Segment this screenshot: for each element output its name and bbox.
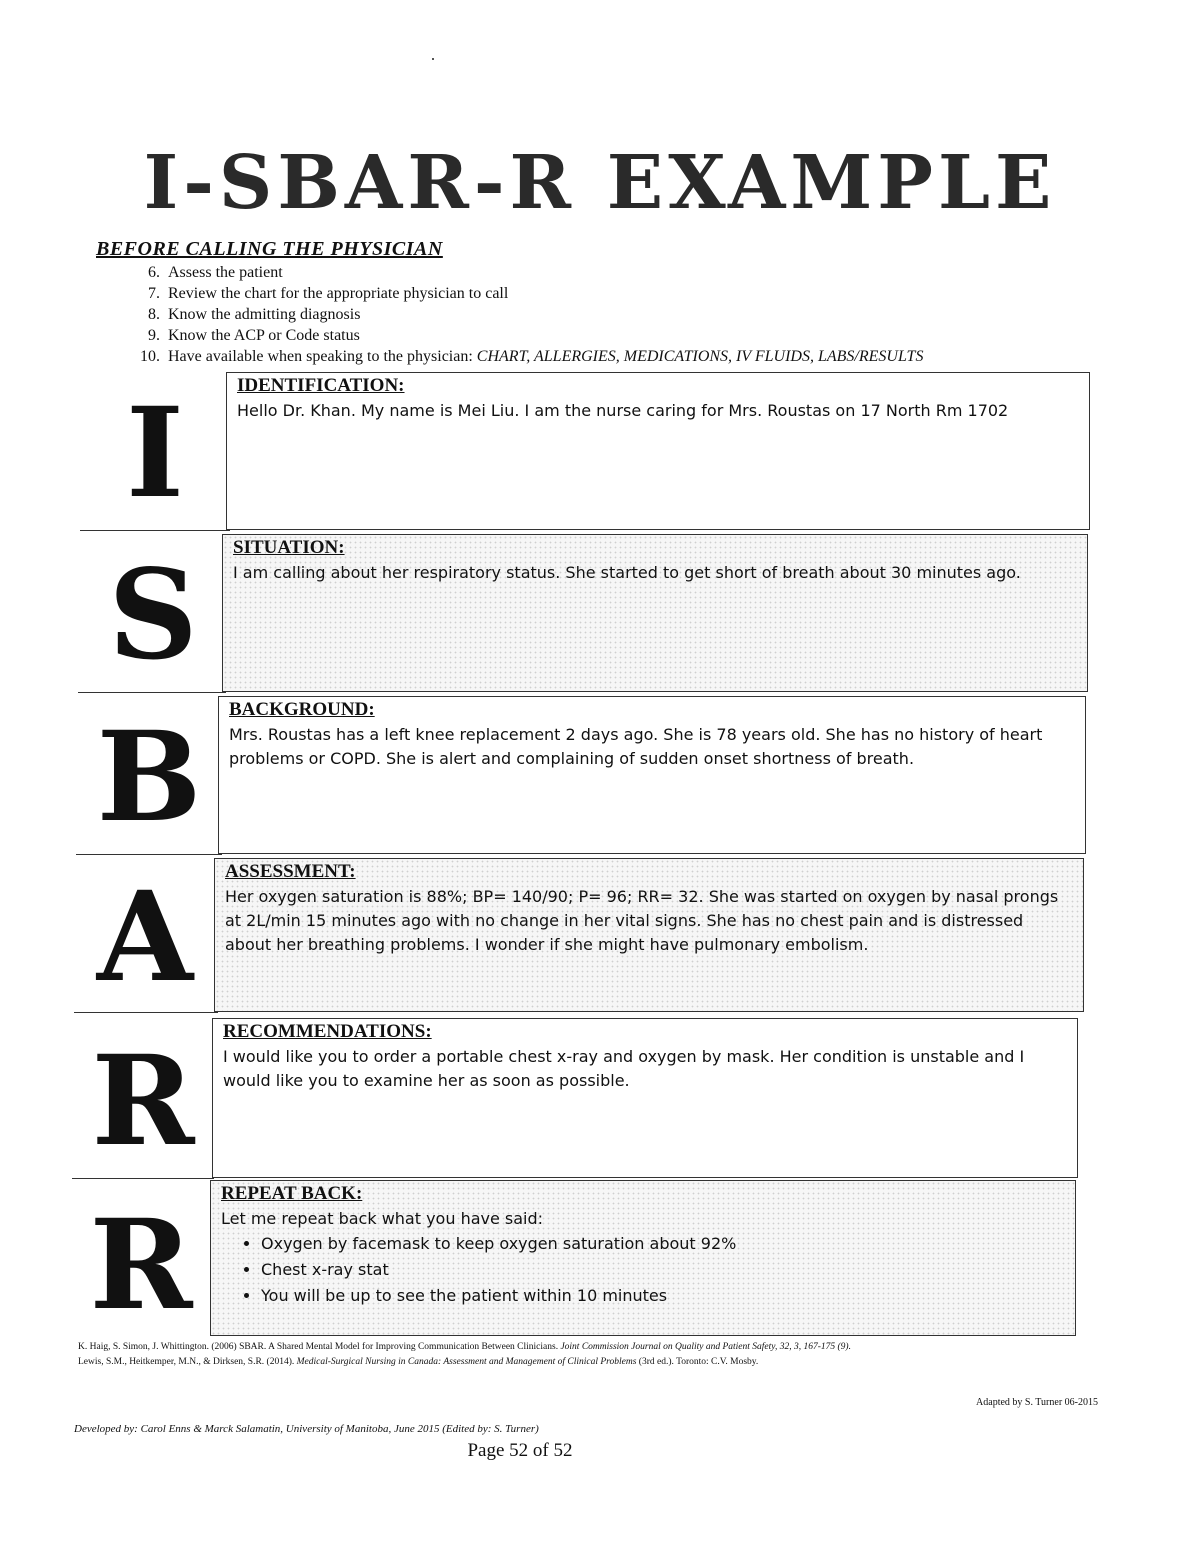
recommendations-box xyxy=(212,1018,1078,1178)
letter-s: S xyxy=(108,543,198,688)
background-box xyxy=(218,696,1086,854)
scan-speck xyxy=(432,58,434,60)
letter-r-repeat-back: R xyxy=(89,1193,193,1338)
reference-item: Lewis, S.M., Heitkemper, M.N., & Dirksen, S.R. (2014). Medical-Surgical Nursing in Canada: Assessment and Management of Clinical Problems (3rd ed.). Toronto: C.V. Mosby. xyxy=(78,1357,759,1367)
section-divider xyxy=(76,854,222,855)
assessment-heading: ASSESSMENT: xyxy=(225,861,356,882)
repeat-back-box xyxy=(210,1180,1076,1336)
page-number: Page 52 of 52 xyxy=(467,1440,573,1461)
before-calling-heading: BEFORE CALLING THE PHYSICIAN xyxy=(96,238,443,260)
list-item: 10. Have available when speaking to the physician: CHART, ALLERGIES, MEDICATIONS, IV FLUIDS, LABS/RESULTS xyxy=(140,348,924,365)
developed-by-note: Developed by: Carol Enns & Marck Salamatin, University of Manitoba, June 2015 (Edited by: S. Turner) xyxy=(74,1423,539,1435)
section-divider xyxy=(74,1012,218,1013)
list-item: • Oxygen by facemask to keep oxygen saturation about 92% xyxy=(261,1231,1065,1257)
identification-box xyxy=(226,372,1090,530)
situation-heading: SITUATION: xyxy=(233,537,345,558)
recommendations-heading: RECOMMENDATIONS: xyxy=(223,1021,432,1042)
repeat-back-intro: Let me repeat back what you have said: xyxy=(221,1209,544,1228)
section-divider xyxy=(80,530,230,531)
recommendations-text: I would like you to order a portable chest x-ray and oxygen by mask. Her condition is unstable and I would like you to examine her as soon as possible. xyxy=(223,1047,1025,1090)
list-item: 8. Know the admitting diagnosis xyxy=(148,306,361,323)
list-item: 6. Assess the patient xyxy=(148,264,283,281)
letter-i: I xyxy=(125,381,184,526)
letter-b: B xyxy=(96,705,202,850)
background-text: Mrs. Roustas has a left knee replacement 2 days ago. She is 78 years old. She has no history of heart problems or COPD. She is alert and complaining of sudden onset shortness of breath. xyxy=(229,725,1043,768)
situation-box xyxy=(222,534,1088,692)
before-calling-list xyxy=(128,262,923,367)
identification-text: Hello Dr. Khan. My name is Mei Liu. I am the nurse caring for Mrs. Roustas on 17 North Rm 1702 xyxy=(237,401,1009,420)
list-item: • You will be up to see the patient within 10 minutes xyxy=(261,1283,1065,1309)
section-divider xyxy=(78,692,226,693)
background-heading: BACKGROUND: xyxy=(229,699,375,720)
letter-r-recommendations: R xyxy=(91,1029,195,1174)
references xyxy=(78,1340,1108,1370)
list-item: 9. Know the ACP or Code status xyxy=(148,327,360,344)
section-divider xyxy=(72,1178,214,1179)
identification-heading: IDENTIFICATION: xyxy=(237,375,405,396)
assessment-text: Her oxygen saturation is 88%; BP= 140/90; P= 96; RR= 32. She was started on oxygen by nasal prongs at 2L/min 15 minutes ago with no change in her vital signs. She has no chest pain and is distressed about her breathing problems. I wonder if she might have pulmonary embolism. xyxy=(225,887,1059,954)
list-item: • Chest x-ray stat xyxy=(261,1257,1065,1283)
repeat-back-heading: REPEAT BACK: xyxy=(221,1183,363,1204)
repeat-back-list xyxy=(221,1231,1065,1309)
adapted-by-note: Adapted by S. Turner 06-2015 xyxy=(976,1397,1098,1408)
reference-item: K. Haig, S. Simon, J. Whittington. (2006) SBAR. A Shared Mental Model for Improving Communication Between Clinicians. Joint Commission Journal on Quality and Patient Safety, 32, 3, 167-175 (9). xyxy=(78,1342,851,1352)
situation-text: I am calling about her respiratory status. She started to get short of breath about 30 minutes ago. xyxy=(233,563,1021,582)
list-item: 7. Review the chart for the appropriate physician to call xyxy=(148,285,509,302)
page-title: I-SBAR-R EXAMPLE xyxy=(143,140,1057,226)
assessment-box xyxy=(214,858,1084,1012)
letter-a: A xyxy=(96,865,194,1010)
